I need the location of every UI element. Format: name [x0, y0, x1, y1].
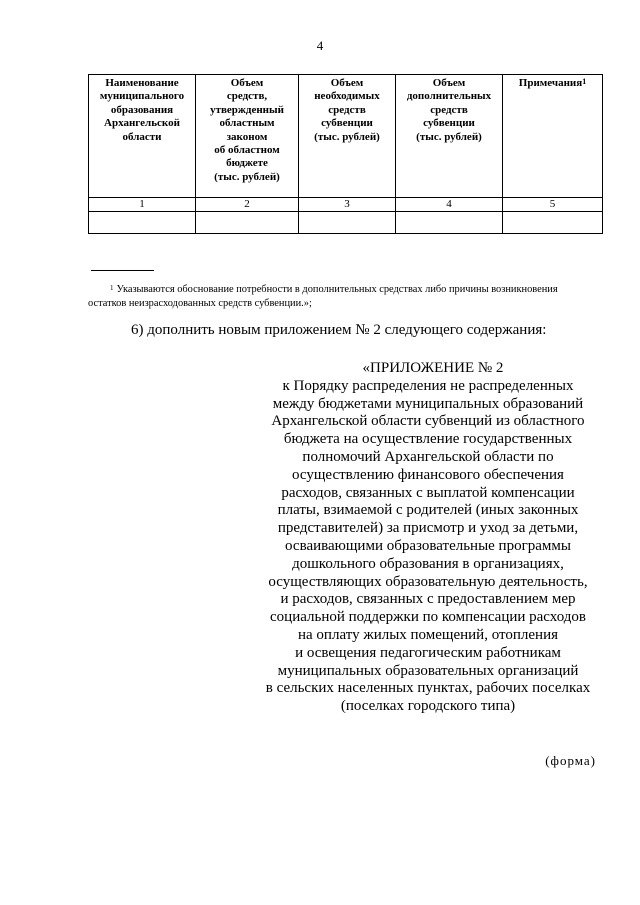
header-approved-amount: Объем средств, утвержденный областным законом об областном бюджете (тыс. рублей): [196, 75, 299, 198]
page-number: 4: [316, 38, 324, 53]
appendix-line: осуществляющих образовательную деятельность,: [268, 573, 588, 590]
appendix-line: и освещения педагогическим работникам: [295, 644, 561, 661]
footnote-reference: 1: [582, 77, 587, 86]
appendix-line: (поселках городского типа): [340, 698, 516, 715]
table-header-row: [89, 75, 603, 198]
form-label: (форма): [545, 753, 596, 768]
appendix-line: полномочий Архангельской области по: [302, 448, 554, 465]
table-cell: [89, 212, 196, 234]
appendix-title: «ПРИЛОЖЕНИЕ № 2: [362, 360, 504, 376]
column-number: 3: [299, 198, 396, 212]
table-row: [89, 212, 603, 234]
column-number: 5: [503, 198, 603, 212]
column-number: 4: [396, 198, 503, 212]
appendix-line: и расходов, связанных с предоставлением мер: [280, 591, 576, 608]
appendix-line: дошкольного образования в организациях,: [292, 555, 564, 572]
appendix-line: социальной поддержки по компенсации расходов: [270, 609, 586, 626]
table-cell: [299, 212, 396, 234]
table-cell: [396, 212, 503, 234]
column-number: 2: [196, 198, 299, 212]
subvention-table: [88, 74, 603, 234]
footnote: $^1$ Указываются обоснование потребности в дополнительных средствах либо причины возникновения остатков неизрасходованных средств субвенции.»;: [88, 284, 558, 309]
amendment-paragraph: 6) дополнить новым приложением № 2 следующего содержания:: [131, 322, 547, 338]
appendix-heading: [256, 360, 600, 716]
column-number: 1: [89, 198, 196, 212]
appendix-line: осуществлению финансового обеспечения: [292, 466, 564, 483]
footnote-separator: [91, 270, 154, 271]
header-additional-amount: Объем дополнительных средств субвенции (тыс. рублей): [396, 75, 503, 198]
table-cell: [196, 212, 299, 234]
appendix-line: на оплату жилых помещений, отопления: [298, 626, 558, 643]
appendix-line: Архангельской области субвенций из областного: [271, 413, 585, 430]
table-cell: [503, 212, 603, 234]
appendix-line: бюджета на осуществление государственных: [283, 431, 573, 448]
appendix-line: представителей) за присмотр и уход за детьми,: [277, 520, 579, 537]
header-notes: Примечания$^1$: [503, 75, 603, 198]
appendix-line: платы, взимаемой с родителей (иных законных: [277, 502, 579, 519]
appendix-line: расходов, связанных с выплатой компенсации: [281, 484, 575, 501]
header-municipality: Наименование муниципального образования Архангельской области: [89, 75, 196, 198]
column-number-row: [89, 198, 603, 212]
appendix-line: осваивающими образовательные программы: [285, 537, 571, 554]
appendix-line: в сельских населенных пунктах, рабочих поселках: [265, 680, 591, 697]
appendix-line: к Порядку распределения не распределенных: [282, 377, 574, 394]
header-required-amount: Объем необходимых средств субвенции (тыс. рублей): [299, 75, 396, 198]
footnote-marker: 1: [110, 284, 114, 292]
appendix-line: муниципальных образовательных организаций: [277, 662, 579, 679]
appendix-line: между бюджетами муниципальных образований: [272, 395, 584, 412]
